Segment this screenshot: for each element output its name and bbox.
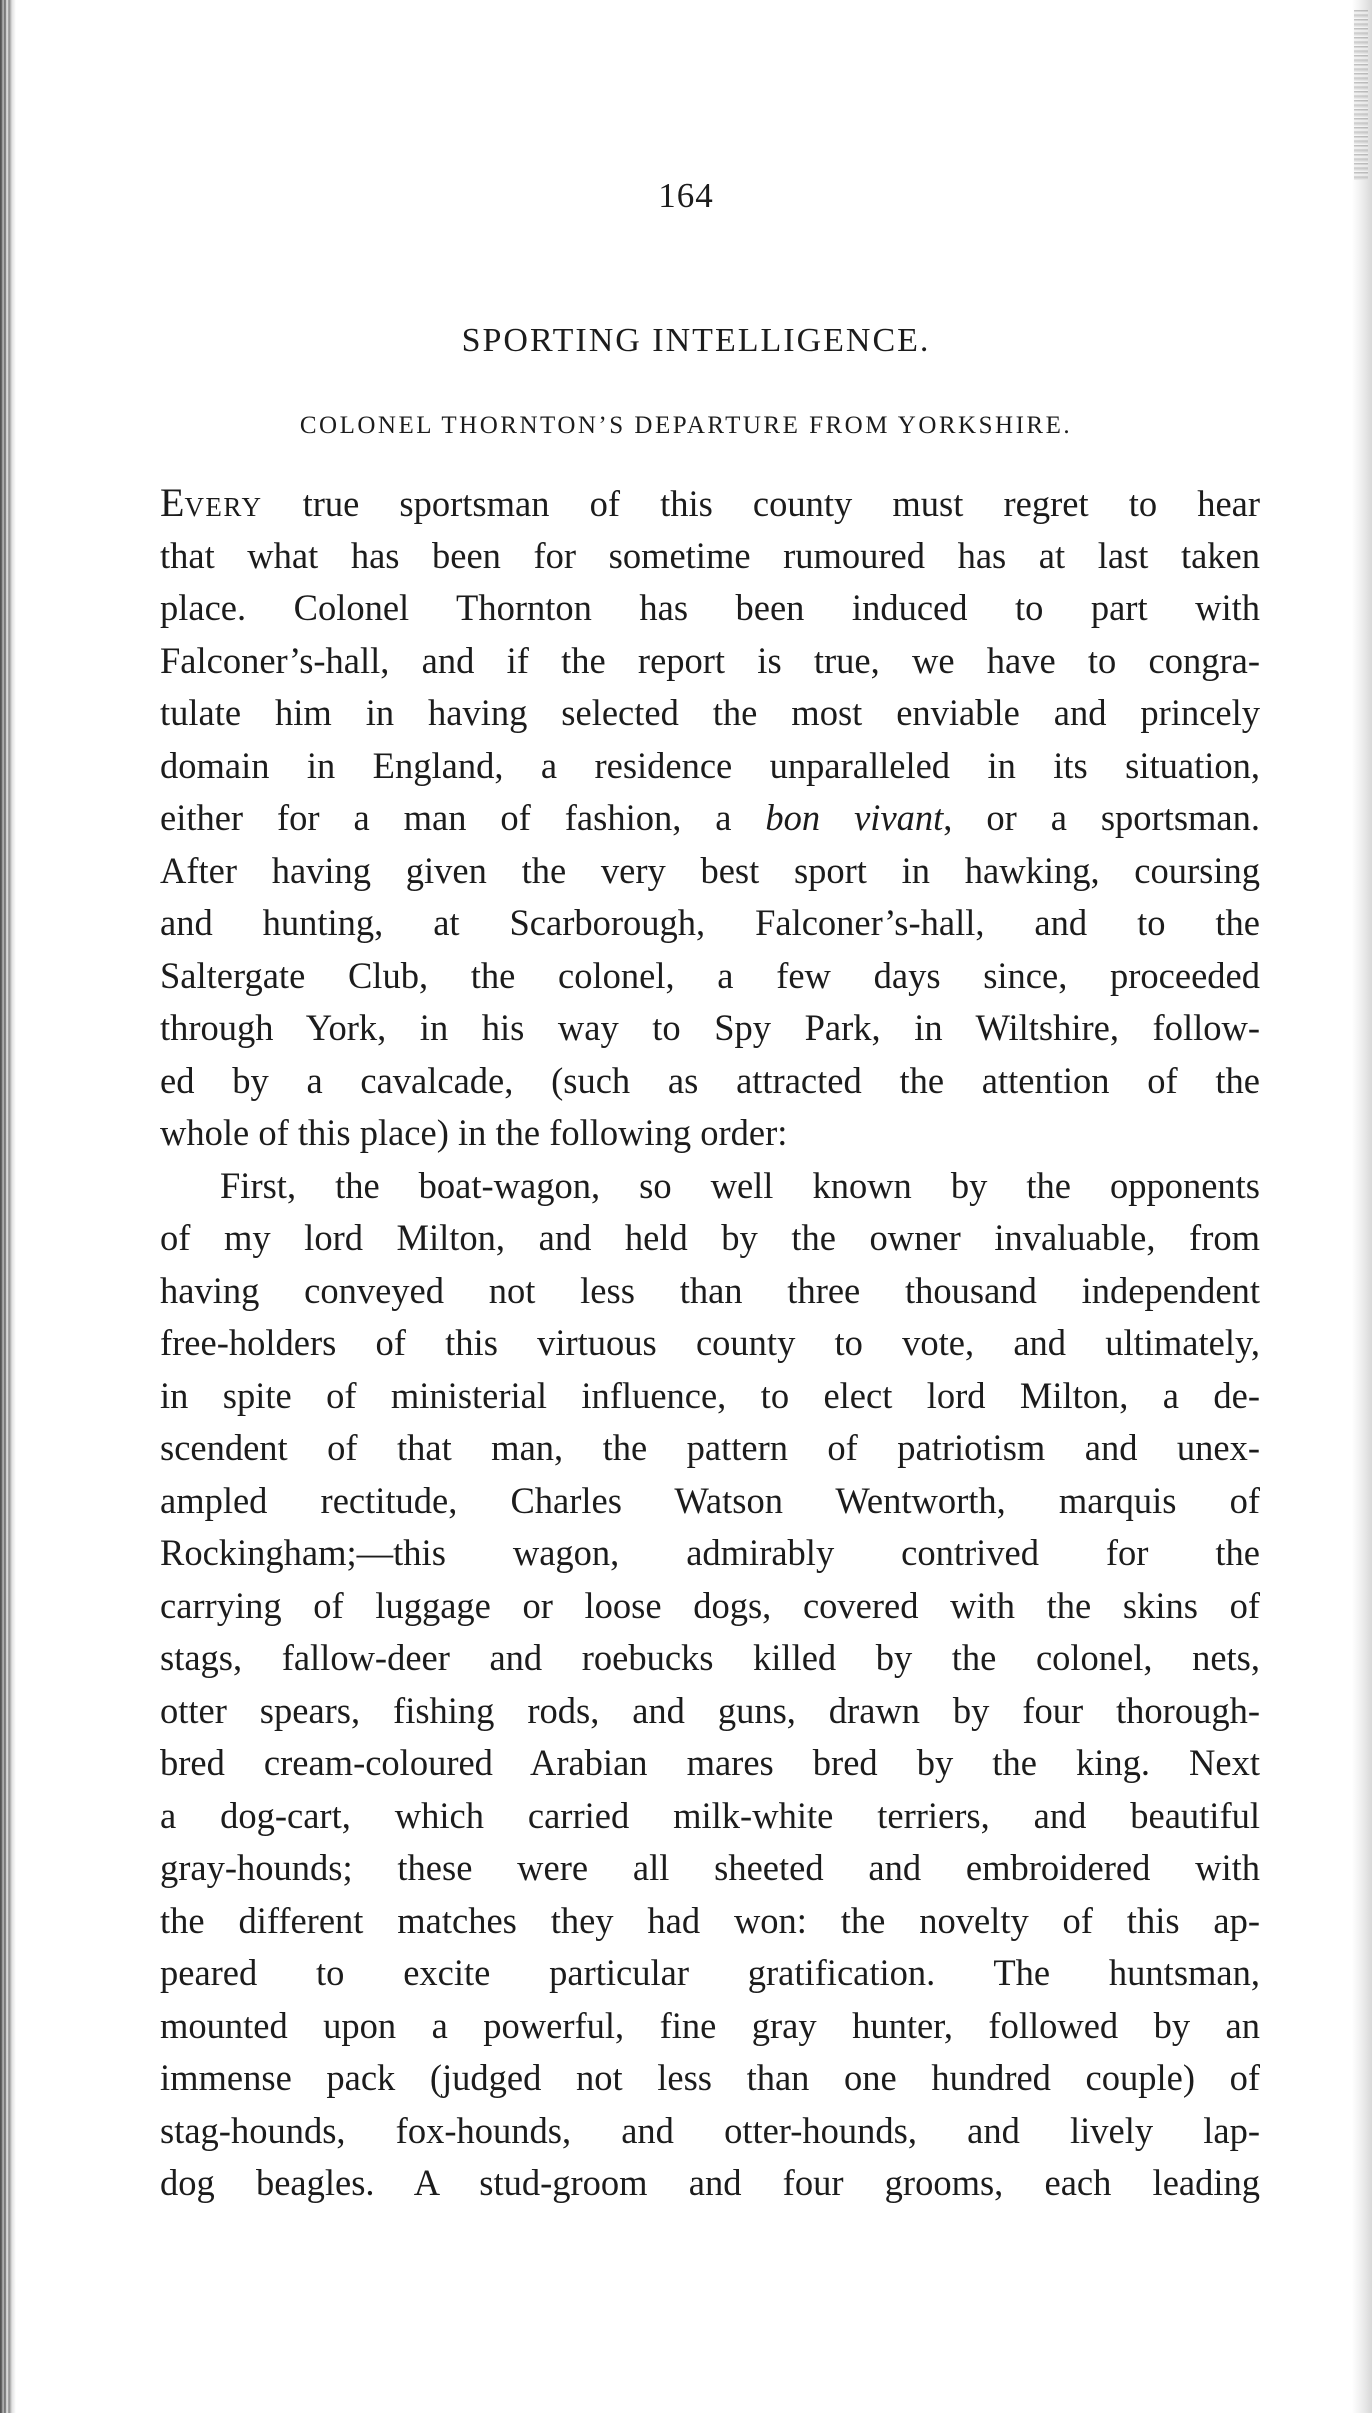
text-line: of my lord Milton, and held by the owner invaluable, from <box>160 1217 1260 1258</box>
text-line: dog beagles. A stud-groom and four grooms, each leading <box>160 2162 1260 2203</box>
text-line: First, the boat-wagon, so well known by the opponents <box>220 1164 1260 1206</box>
line-text: , or a sportsman. <box>943 797 1260 838</box>
text-line: scendent of that man, the pattern of patriotism and unex- <box>160 1427 1260 1468</box>
text-line: that what has been for sometime rumoured has at last taken <box>160 534 1260 576</box>
text-line: Falconer’s-hall, and if the report is true, we have to congra- <box>160 639 1260 681</box>
small-caps-word: VERY <box>184 492 263 522</box>
line-text: true sportsman of this county must regret to hear <box>262 483 1260 524</box>
text-line: otter spears, fishing rods, and guns, drawn by four thorough- <box>160 1689 1260 1731</box>
page-right-edge <box>1352 0 1372 2413</box>
text-line: place. Colonel Thornton has been induced to part with <box>160 587 1260 628</box>
text-line: stags, fallow-deer and roebucks killed by the colonel, nets, <box>160 1637 1260 1678</box>
text-line: carrying of luggage or loose dogs, covered with the skins of <box>160 1584 1260 1626</box>
article-heading: COLONEL THORNTON’S DEPARTURE FROM YORKSHIRE. <box>299 412 1073 439</box>
text-line: having conveyed not less than three thousand independent <box>160 1269 1260 1311</box>
section-title: SPORTING INTELLIGENCE. <box>461 322 931 359</box>
text-line: peared to excite particular gratification. The huntsman, <box>160 1952 1260 1993</box>
text-line: Rockingham;—this wagon, admirably contrived for the <box>160 1532 1260 1573</box>
text-line: through York, in his way to Spy Park, in Wiltshire, follow- <box>160 1007 1260 1048</box>
text-line: After having given the very best sport in hawking, coursing <box>160 849 1260 891</box>
text-line: whole of this place) in the following order: <box>160 1112 788 1153</box>
text-line: mounted upon a powerful, fine gray hunter, followed by an <box>160 2004 1260 2046</box>
page-number: 164 <box>658 176 714 215</box>
text-line: stag-hounds, fox-hounds, and otter-hounds, and lively lap- <box>160 2109 1260 2151</box>
text-line: and hunting, at Scarborough, Falconer’s-hall, and to the <box>160 902 1260 943</box>
text-line: Saltergate Club, the colonel, a few days since, proceeded <box>160 954 1260 996</box>
text-line: bred cream-coloured Arabian mares bred by the king. Next <box>160 1742 1260 1783</box>
text-line: ampled rectitude, Charles Watson Wentworth, marquis of <box>160 1479 1260 1521</box>
text-line <box>160 477 1260 530</box>
text-line: the different matches they had won: the novelty of this ap- <box>160 1899 1260 1941</box>
text-line: free-holders of this virtuous county to vote, and ultimately, <box>160 1322 1260 1363</box>
text-line: gray-hounds; these were all sheeted and embroidered with <box>160 1847 1260 1888</box>
text-line <box>160 792 1260 845</box>
text-line: immense pack (judged not less than one hundred couple) of <box>160 2057 1260 2098</box>
article-body <box>160 477 1260 2210</box>
italic-phrase: bon vivant <box>765 797 944 838</box>
drop-capital: E <box>160 480 185 525</box>
text-line: domain in England, a residence unparalleled in its situation, <box>160 744 1260 786</box>
page-edge-marks <box>1354 10 1368 180</box>
text-line: tulate him in having selected the most enviable and princely <box>160 692 1260 733</box>
text-line: ed by a cavalcade, (such as attracted the attention of the <box>160 1059 1260 1101</box>
page-binding-edge <box>0 0 16 2413</box>
line-text: either for a man of fashion, a <box>160 797 766 838</box>
text-line: a dog-cart, which carried milk-white terriers, and beautiful <box>160 1794 1260 1836</box>
text-line: in spite of ministerial influence, to elect lord Milton, a de- <box>160 1374 1260 1416</box>
